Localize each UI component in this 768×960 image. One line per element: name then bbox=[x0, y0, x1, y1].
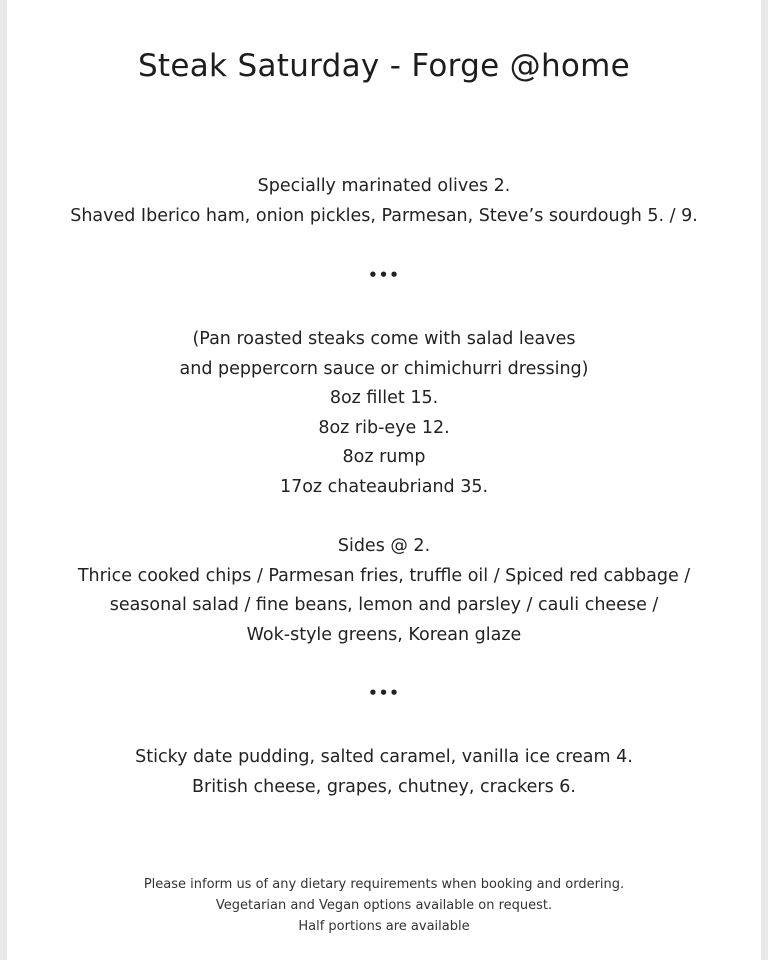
steak-note: and peppercorn sauce or chimichurri dressing) bbox=[179, 358, 589, 379]
footer-line: Half portions are available bbox=[298, 919, 470, 934]
dietary-footer bbox=[7, 874, 761, 937]
dessert-item: Sticky date pudding, salted caramel, vanilla ice cream 4. bbox=[135, 747, 633, 767]
footer-line: Please inform us of any dietary requirements when booking and ordering. bbox=[143, 877, 625, 892]
desserts-section bbox=[7, 743, 761, 802]
separator-dots: ••• bbox=[368, 266, 400, 284]
sides-list: Thrice cooked chips / Parmesan fries, truffle oil / Spiced red cabbage / bbox=[77, 565, 691, 586]
steak-item: 8oz fillet 15. bbox=[329, 388, 439, 408]
sides-list: seasonal salad / fine beans, lemon and parsley / cauli cheese / bbox=[109, 595, 659, 615]
menu-title: Steak Saturday - Forge @home bbox=[137, 48, 631, 84]
steak-note: (Pan roasted steaks come with salad leaves bbox=[192, 329, 576, 349]
steak-item: 8oz rump bbox=[342, 447, 426, 467]
sides-list: Wok-style greens, Korean glaze bbox=[246, 624, 522, 645]
steaks-section bbox=[7, 325, 761, 502]
separator-dots: ••• bbox=[368, 684, 400, 702]
starter-item: Shaved Iberico ham, onion pickles, Parmesan, Steve’s sourdough 5. / 9. bbox=[70, 205, 698, 226]
starter-item: Specially marinated olives 2. bbox=[257, 176, 511, 196]
menu-page bbox=[7, 0, 761, 960]
steak-item: 17oz chateaubriand 35. bbox=[279, 476, 489, 497]
footer-line: Vegetarian and Vegan options available on request. bbox=[215, 898, 553, 913]
sides-heading: Sides @ 2. bbox=[337, 536, 431, 556]
dessert-item: British cheese, grapes, chutney, crackers 6. bbox=[192, 776, 576, 797]
starters-section bbox=[7, 172, 761, 231]
sides-section bbox=[7, 532, 761, 650]
steak-item: 8oz rib-eye 12. bbox=[318, 417, 450, 438]
